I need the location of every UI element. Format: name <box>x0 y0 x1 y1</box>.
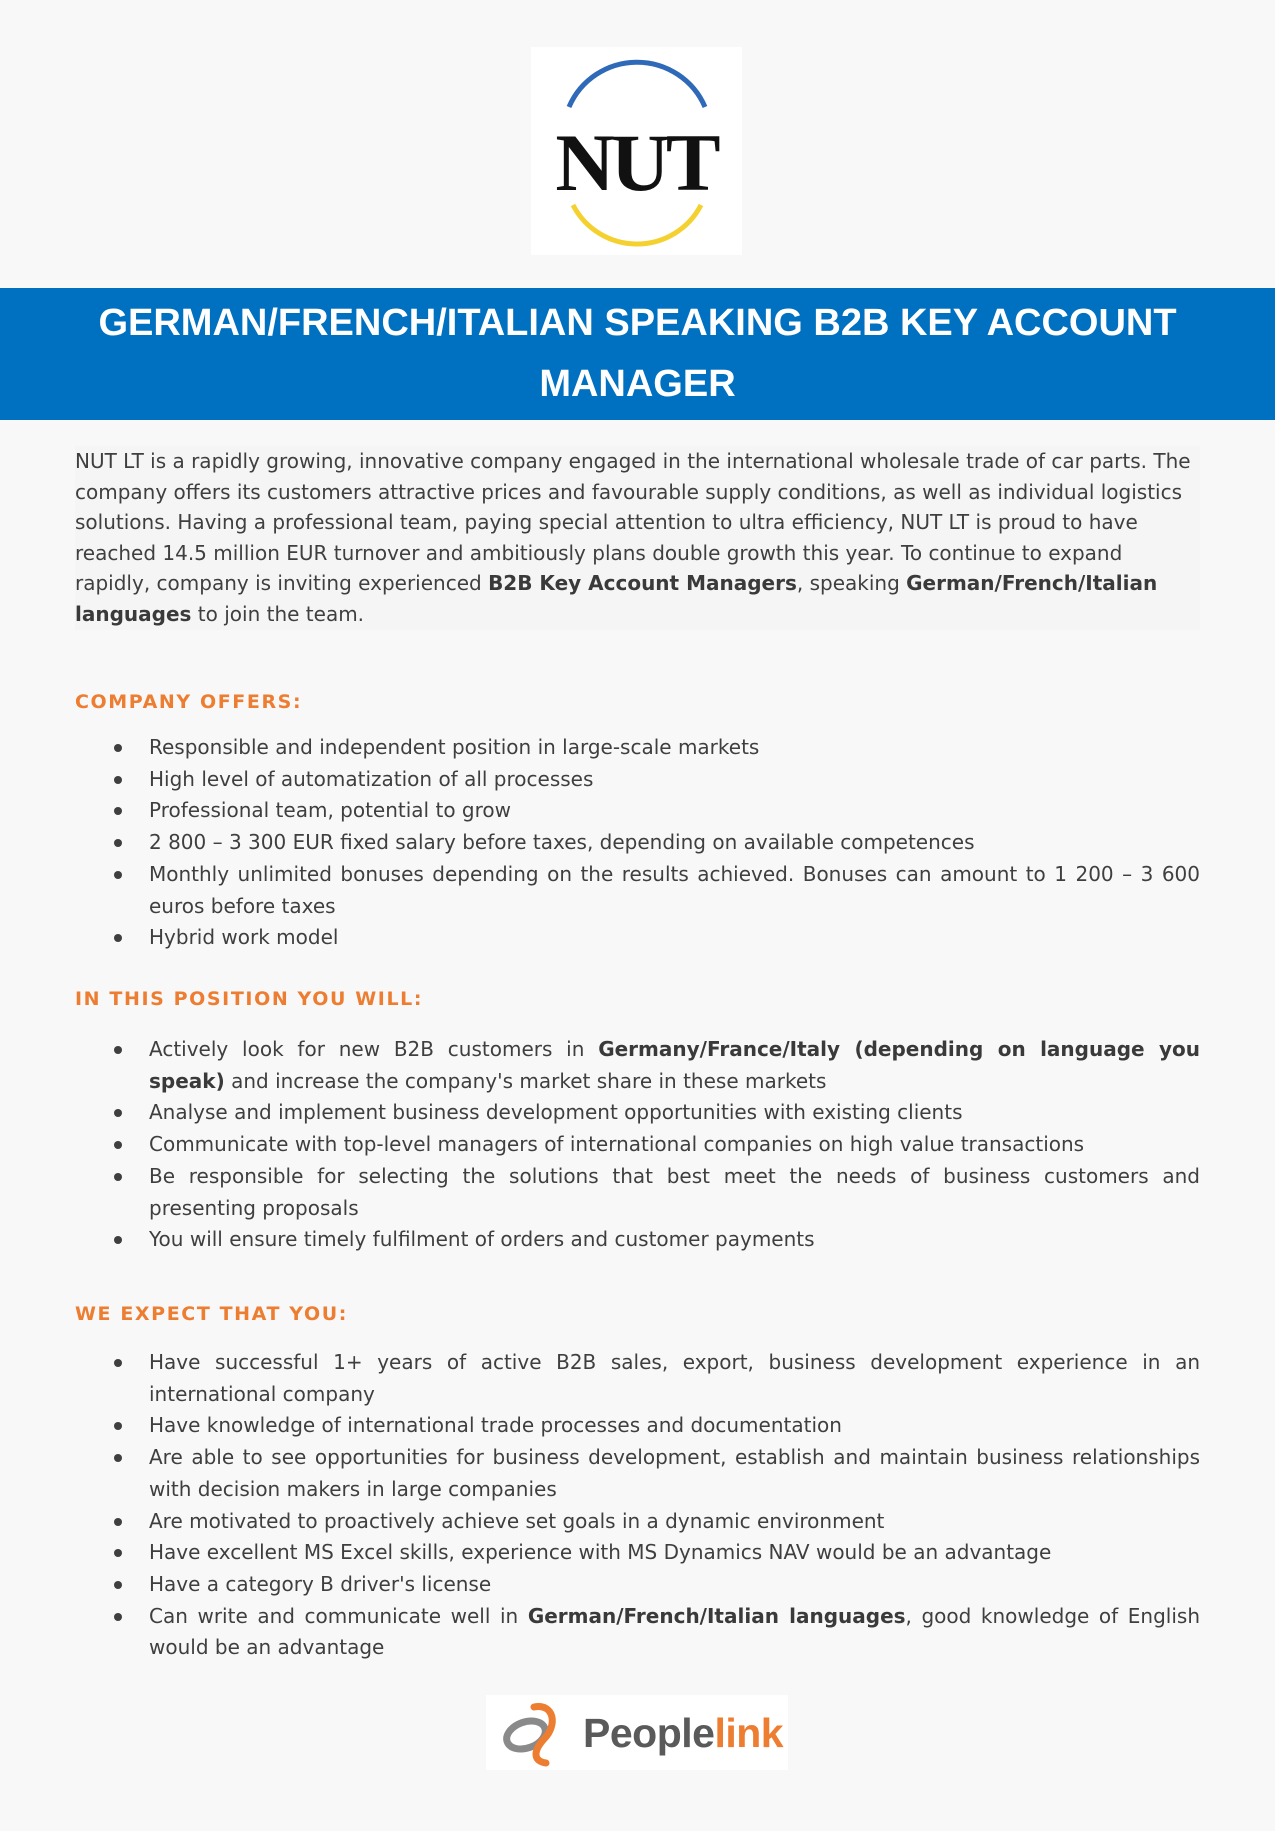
title-banner <box>0 288 1275 420</box>
list-item-text: , good knowledge of English would be an advantage <box>149 1603 1200 1660</box>
offers-list <box>75 732 1200 954</box>
list-item: Have knowledge of international trade processes and documentation <box>75 1410 1200 1442</box>
logo-arc-top <box>569 62 705 107</box>
list-item: Professional team, potential to grow <box>75 795 1200 827</box>
peoplelink-mark-icon <box>486 1695 581 1770</box>
list-item: High level of automatization of all processes <box>75 764 1200 796</box>
intro-text-2: , speaking <box>796 571 907 596</box>
list-item: Are able to see opportunities for business development, establish and maintain business relationships with decision makers in large companies <box>75 1442 1200 1505</box>
position-heading: IN THIS POSITION YOU WILL: <box>75 988 424 1010</box>
list-item: Responsible and independent position in large-scale markets <box>75 732 1200 764</box>
list-item: Communicate with top-level managers of international companies on high value transactions <box>75 1129 1200 1161</box>
list-item: Be responsible for selecting the solutions that best meet the needs of business customers and presenting proposals <box>75 1161 1200 1224</box>
offers-heading: COMPANY OFFERS: <box>75 691 303 713</box>
intro-text-3: to join the team. <box>191 601 365 626</box>
list-item: 2 800 – 3 300 EUR fixed salary before taxes, depending on available competences <box>75 827 1200 859</box>
list-item <box>75 1034 1200 1097</box>
brand-part-people: People <box>583 1710 715 1756</box>
intro-bold-languages: German/French/Italian languages <box>75 571 1158 626</box>
logo-arc-bottom <box>573 205 701 244</box>
list-item-text: Can write and communicate well in <box>149 1603 528 1628</box>
intro-text-1: NUT LT is a rapidly growing, innovative company engaged in the international wholesale trade of car parts. The company offers its customers attractive prices and favourable supply conditions, as well as individual logistics solutions. Having a professional team, paying special attention to ultra efficiency, NUT LT is proud to have reached 14.5 million EUR turnover and ambitiously plans double growth this year. To continue to expand rapidly, company is inviting experienced <box>75 449 1191 596</box>
list-item-bold: German/French/Italian languages <box>527 1603 906 1628</box>
expect-heading: WE EXPECT THAT YOU: <box>75 1303 348 1325</box>
list-item: Hybrid work model <box>75 922 1200 954</box>
list-item: Are motivated to proactively achieve set goals in a dynamic environment <box>75 1506 1200 1538</box>
list-item: Have successful 1+ years of active B2B sales, export, business development experience in an international company <box>75 1347 1200 1410</box>
intro-paragraph <box>75 446 1200 630</box>
peoplelink-logo <box>486 1695 788 1770</box>
list-item-text: and increase the company's market share in these markets <box>224 1068 827 1093</box>
page-title: GERMAN/FRENCH/ITALIAN SPEAKING B2B KEY ACCOUNT MANAGER <box>98 302 1177 405</box>
logo-text: NUT <box>555 117 717 208</box>
list-item <box>75 1601 1200 1664</box>
position-list <box>75 1034 1200 1256</box>
list-item-bold: Germany/France/Italy (depending on language you speak) <box>149 1037 1200 1093</box>
intro-bold-role: B2B Key Account Managers <box>488 571 797 596</box>
expect-list <box>75 1347 1200 1664</box>
peoplelink-wordmark <box>583 1708 783 1758</box>
list-item: Monthly unlimited bonuses depending on the results achieved. Bonuses can amount to 1 200 – 3 600 euros before taxes <box>75 859 1200 922</box>
list-item: Have excellent MS Excel skills, experience with MS Dynamics NAV would be an advantage <box>75 1537 1200 1569</box>
list-item: Analyse and implement business development opportunities with existing clients <box>75 1097 1200 1129</box>
nut-logo-graphic <box>531 47 742 255</box>
company-logo <box>531 47 742 255</box>
brand-part-link: link <box>714 1710 784 1756</box>
list-item: Have a category B driver's license <box>75 1569 1200 1601</box>
list-item-text: Actively look for new B2B customers in <box>149 1037 599 1061</box>
list-item: You will ensure timely fulfilment of orders and customer payments <box>75 1224 1200 1256</box>
